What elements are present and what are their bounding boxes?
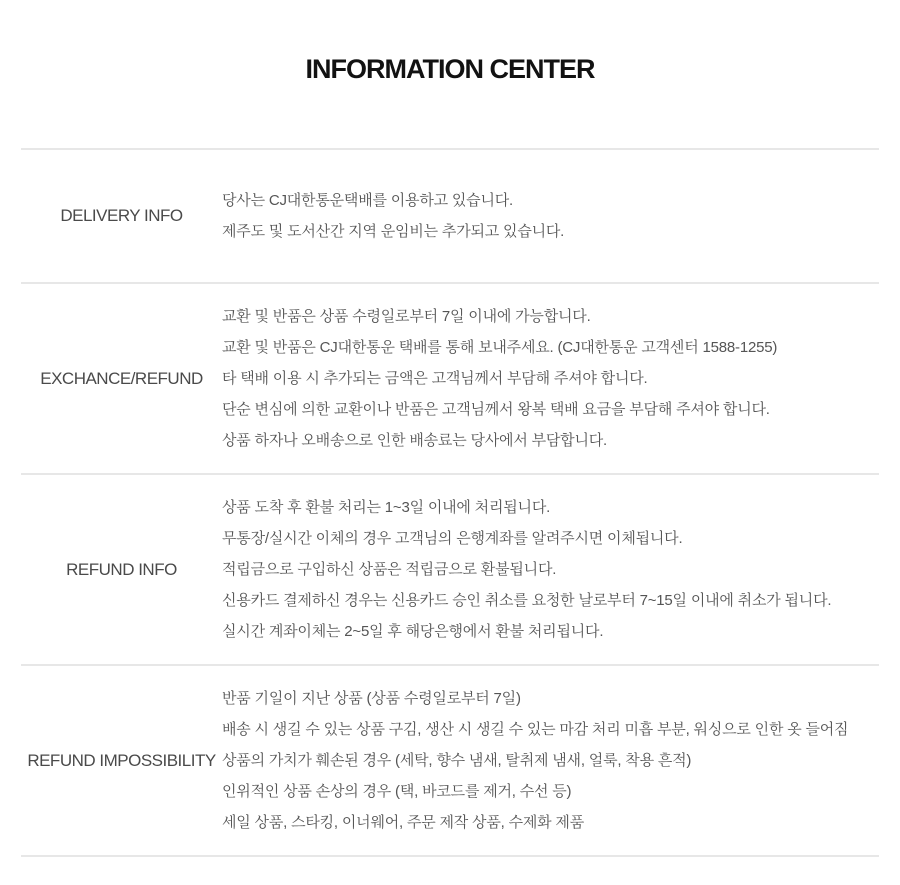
section-label-exchange-refund: EXCHANCE/REFUND bbox=[40, 368, 203, 388]
info-line: 실시간 계좌이체는 2~5일 후 해당은행에서 환불 처리됩니다. bbox=[222, 623, 604, 640]
info-line: 타 택배 이용 시 추가되는 금액은 고객님께서 부담해 주셔야 합니다. bbox=[222, 370, 648, 387]
info-line: 상품 하자나 오배송으로 인한 배송료는 당사에서 부담합니다. bbox=[222, 432, 608, 449]
info-line: 제주도 및 도서산간 지역 운임비는 추가되고 있습니다. bbox=[222, 223, 565, 240]
info-section-exchange-refund bbox=[21, 282, 879, 473]
section-content-refund-impossibility bbox=[222, 683, 879, 838]
info-line: 무통장/실시간 이체의 경우 고객님의 은행계좌를 알려주시면 이체됩니다. bbox=[222, 530, 683, 547]
info-line: 세일 상품, 스타킹, 이너웨어, 주문 제작 상품, 수제화 제품 bbox=[222, 814, 584, 831]
info-line: 반품 기일이 지난 상품 (상품 수령일로부터 7일) bbox=[222, 690, 521, 707]
info-line: 인위적인 상품 손상의 경우 (택, 바코드를 제거, 수선 등) bbox=[222, 783, 572, 800]
info-line: 교환 및 반품은 CJ대한통운 택배를 통해 보내주세요. (CJ대한통운 고객센터 1588-1255) bbox=[222, 339, 778, 356]
section-label-refund-impossibility: REFUND IMPOSSIBILITY bbox=[27, 750, 216, 770]
section-label-refund-info: REFUND INFO bbox=[66, 559, 177, 579]
section-content-delivery-info bbox=[222, 185, 879, 247]
section-label-delivery-info: DELIVERY INFO bbox=[60, 206, 183, 225]
info-line: 교환 및 반품은 상품 수령일로부터 7일 이내에 가능합니다. bbox=[222, 308, 591, 325]
info-line: 단순 변심에 의한 교환이나 반품은 고객님께서 왕복 택배 요금을 부담해 주셔야 합니다. bbox=[222, 401, 770, 418]
section-content-refund-info bbox=[222, 492, 879, 647]
info-line: 신용카드 결제하신 경우는 신용카드 승인 취소를 요청한 날로부터 7~15일 이내에 취소가 됩니다. bbox=[222, 592, 832, 609]
info-section-refund-impossibility bbox=[21, 664, 879, 855]
info-line: 배송 시 생길 수 있는 상품 구김, 생산 시 생길 수 있는 마감 처리 미흡 부분, 워싱으로 인한 옷 들어짐 bbox=[222, 721, 849, 738]
info-section-refund-info bbox=[21, 473, 879, 664]
info-table bbox=[21, 148, 879, 857]
info-section-delivery-info bbox=[21, 148, 879, 282]
info-line: 당사는 CJ대한통운택배를 이용하고 있습니다. bbox=[222, 192, 514, 209]
info-line: 적립금으로 구입하신 상품은 적립금으로 환불됩니다. bbox=[222, 561, 557, 578]
info-line: 상품 도착 후 환불 처리는 1~3일 이내에 처리됩니다. bbox=[222, 499, 551, 516]
section-content-exchange-refund bbox=[222, 301, 879, 456]
page-title: INFORMATION CENTER bbox=[305, 54, 595, 84]
info-line: 상품의 가치가 훼손된 경우 (세탁, 향수 냄새, 탈취제 냄새, 얼룩, 착용 흔적) bbox=[222, 752, 692, 769]
